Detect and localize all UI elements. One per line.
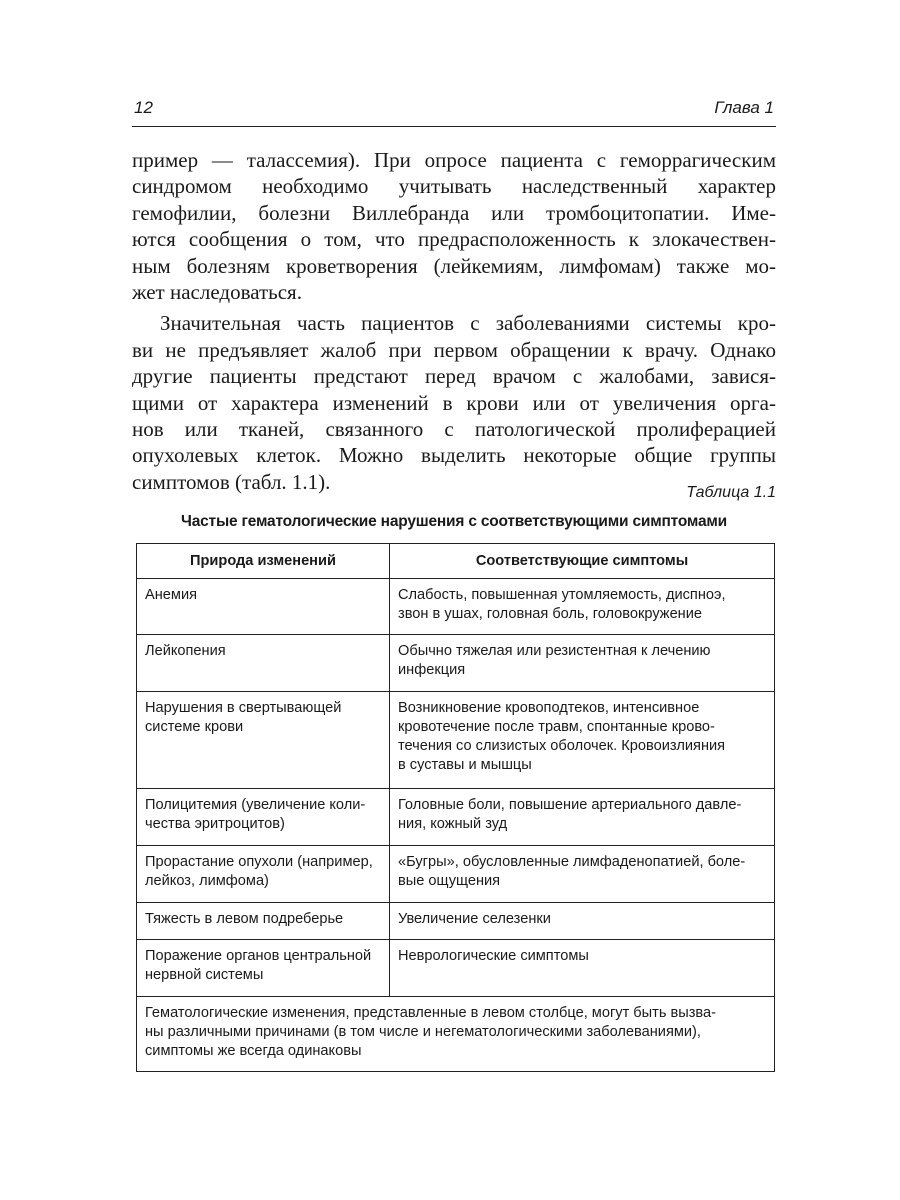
table-row [137, 903, 775, 940]
table-row [137, 692, 775, 789]
table-row [137, 940, 775, 997]
running-head [132, 96, 776, 127]
table-number: Таблица 1.1 [686, 484, 776, 501]
cell-symptoms: Неврологические симптомы [398, 948, 589, 964]
paragraph-line: щими от характера изменений в крови или от увеличения орга- [132, 390, 776, 415]
cell-symptoms: Обычно тяжелая или резистентная к лечению инфекция [398, 643, 711, 678]
table-row [137, 846, 775, 903]
table-row [137, 635, 775, 692]
table-note: Гематологические изменения, представленные в левом столбце, могут быть вызва- ны различными причинами (в том числе и негематологическими заболеваниями), симптомы же всегда одинаковы [145, 1005, 717, 1059]
paragraph-line: ви не предъявляет жалоб при первом обращении к врачу. Однако [132, 337, 776, 362]
paragraph-line: другие пациенты предстают перед врачом с жалобами, завися- [132, 364, 776, 389]
cell-nature: Нарушения в свертывающей системе крови [145, 700, 342, 735]
paragraph-line: симптомов (табл. 1.1). [132, 469, 331, 494]
cell-nature: Лейкопения [145, 643, 226, 659]
cell-nature: Прорастание опухоли (например, лейкоз, лимфома) [145, 854, 373, 889]
paragraph-line: пример — талассемия). При опросе пациента с геморрагическим [132, 148, 776, 172]
page-number: 12 [134, 98, 153, 117]
chapter-label: Глава 1 [714, 98, 774, 117]
cell-symptoms: Головные боли, повышение артериального давле- ния, кожный зуд [398, 797, 742, 832]
paragraph-line: нов или тканей, связанного с патологической пролиферацией [132, 416, 776, 441]
cell-nature: Анемия [145, 587, 197, 603]
paragraph-line: Значительная часть пациентов с заболеваниями системы кро- [160, 311, 776, 336]
cell-symptoms: Увеличение селезенки [398, 911, 551, 927]
header-cell-nature: Природа изменений [137, 544, 390, 579]
paragraph-line: гемофилии, болезни Виллебранда или тромбоцитопатии. Име- [132, 200, 776, 225]
cell-nature: Тяжесть в левом подреберье [145, 911, 344, 927]
paragraph-line: опухолевых клеток. Можно выделить некоторые общие группы [132, 443, 776, 468]
table-note-row [137, 997, 775, 1072]
cell-nature: Поражение органов центральной нервной системы [145, 948, 372, 983]
header-cell-symptoms: Соответствующие симптомы [390, 544, 775, 579]
cell-symptoms: Возникновение кровоподтеков, интенсивное кровотечение после травм, спонтанные крово- течения со слизистых оболочек. Кровоизлияния в суставы и мышцы [398, 700, 726, 773]
table-row [137, 789, 775, 846]
paragraph-line: жет наследоваться. [132, 279, 302, 304]
paragraph-line: синдромом необходимо учитывать наследственный характер [132, 174, 776, 199]
table-header-row [137, 544, 775, 579]
table-row [137, 579, 775, 635]
paragraph-line: ным болезням кроветворения (лейкемиям, лимфомам) также мо- [132, 253, 776, 278]
body-text [132, 147, 776, 495]
symptoms-table [136, 543, 775, 1072]
cell-nature: Полицитемия (увеличение коли- чества эритроцитов) [145, 797, 366, 832]
table-title: Частые гематологические нарушения с соответствующими симптомами [181, 513, 727, 530]
cell-symptoms: «Бугры», обусловленные лимфаденопатией, боле- вые ощущения [398, 854, 746, 889]
cell-symptoms: Слабость, повышенная утомляемость, диспноэ, звон в ушах, головная боль, головокружение [398, 587, 726, 622]
paragraph-line: ются сообщения о том, что предрасположенность к злокачествен- [132, 227, 776, 252]
